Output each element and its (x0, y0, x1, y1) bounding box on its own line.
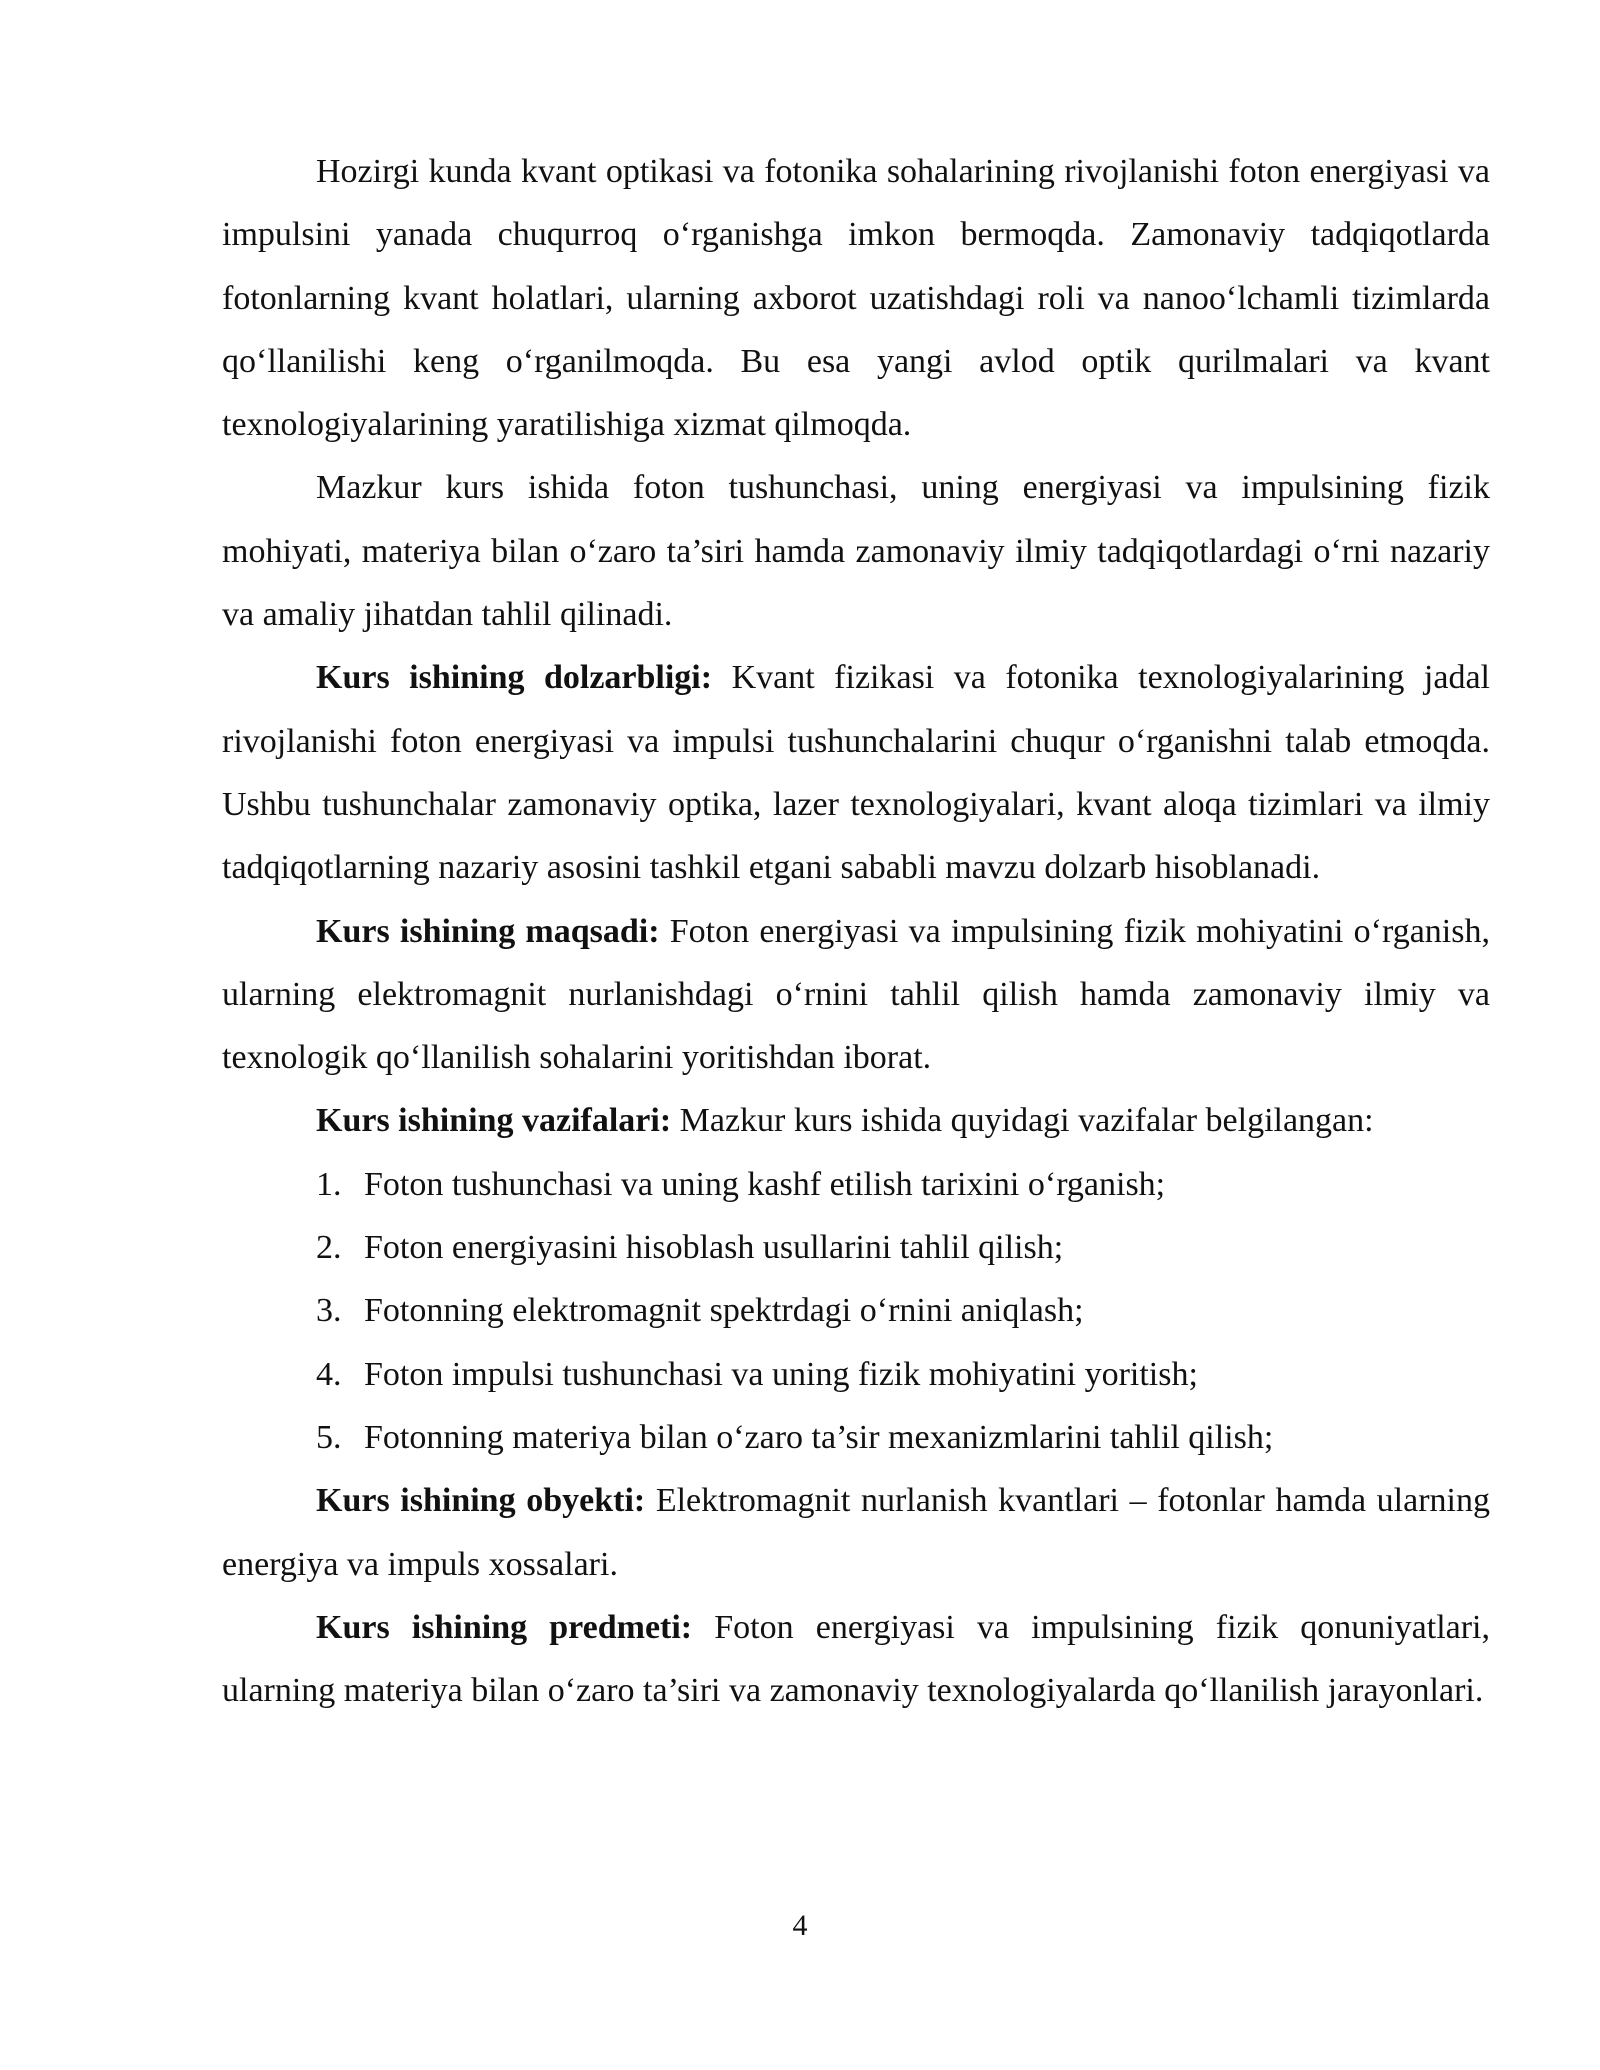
page-number: 4 (792, 1909, 808, 1942)
paragraph-tasks (222, 1089, 1490, 1152)
paragraph-intro-1: Hozirgi kunda kvant optikasi va fotonika sohalarining rivojlanishi foton energiyasi va impulsini yanada chuqurroq o‘rganishga imkon bermoqda. Zamonaviy tadqiqotlarda fotonlarning kvant holatlari, ularning axborot uzatishdagi roli va nanoo‘lchamli tizimlarda qo‘llanilishi keng o‘rganilmoqda. Bu esa yangi avlod optik qurilmalari va kvant texnologiyalarining yaratilishiga xizmat qilmoqda. (222, 153, 1490, 444)
list-item-number: 3. (316, 1292, 342, 1330)
list-item (222, 1406, 1490, 1469)
page-body (222, 140, 1490, 1722)
goal-text: Foton energiyasi va impulsining fizik mohiyatini o‘rganish, ularning elektromagnit nurlanishdagi o‘rnini tahlil qilish hamda zamonaviy ilmiy va texnologik qo‘llanilish sohalarini yoritishdan iborat. (222, 912, 1490, 1077)
subject-label: Kurs ishining predmeti: (316, 1608, 693, 1646)
goal-label: Kurs ishining maqsadi: (316, 912, 660, 950)
task-list (222, 1153, 1490, 1469)
relevance-label: Kurs ishining dolzarbligi: (316, 659, 713, 697)
list-item (222, 1343, 1490, 1406)
list-item-number: 2. (316, 1229, 342, 1267)
list-item-text: Foton energiyasini hisoblash usullarini tahlil qilish; (364, 1229, 1064, 1267)
object-label: Kurs ishining obyekti: (316, 1482, 646, 1520)
list-item (222, 1153, 1490, 1216)
list-item-text: Foton tushunchasi va uning kashf etilish tarixini o‘rganish; (364, 1165, 1166, 1203)
list-item-text: Foton impulsi tushunchasi va uning fizik mohiyatini yoritish; (364, 1355, 1198, 1393)
list-item-number: 4. (316, 1355, 342, 1393)
object-text: Elektromagnit nurlanish kvantlari – fotonlar hamda ularning energiya va impuls xossalari. (222, 1482, 1490, 1583)
list-item-number: 1. (316, 1165, 342, 1203)
list-item-text: Fotonning elektromagnit spektrdagi o‘rnini aniqlash; (364, 1292, 1084, 1330)
relevance-text: Kvant fizikasi va fotonika texnologiyalarining jadal rivojlanishi foton energiyasi va impulsi tushunchalarini chuqur o‘rganishni talab etmoqda. Ushbu tushunchalar zamonaviy optika, lazer texnologiyalari, kvant aloqa tizimlari va ilmiy tadqiqotlarning nazariy asosini tashkil etgani sababli mavzu dolzarb hisoblanadi. (222, 659, 1490, 887)
paragraph-object (222, 1469, 1490, 1596)
paragraph-intro-2: Mazkur kurs ishida foton tushunchasi, uning energiyasi va impulsining fizik mohiyati, materiya bilan o‘zaro ta’siri hamda zamonaviy ilmiy tadqiqotlardagi o‘rni nazariy va amaliy jihatdan tahlil qilinadi. (222, 469, 1490, 634)
list-item (222, 1216, 1490, 1279)
tasks-text: Mazkur kurs ishida quyidagi vazifalar belgilangan: (671, 1102, 1374, 1140)
paragraph-relevance (222, 646, 1490, 899)
paragraph-goal (222, 900, 1490, 1090)
subject-text: Foton energiyasi va impulsining fizik qonuniyatlari, ularning materiya bilan o‘zaro ta’siri va zamonaviy texnologiyalarda qo‘llanilish jarayonlari. (222, 1608, 1490, 1710)
list-item (222, 1279, 1490, 1342)
list-item-number: 5. (316, 1418, 342, 1456)
list-item-text: Fotonning materiya bilan o‘zaro ta’sir mexanizmlarini tahlil qilish; (364, 1418, 1274, 1456)
paragraph-subject (222, 1596, 1490, 1723)
tasks-label: Kurs ishining vazifalari: (316, 1102, 672, 1140)
